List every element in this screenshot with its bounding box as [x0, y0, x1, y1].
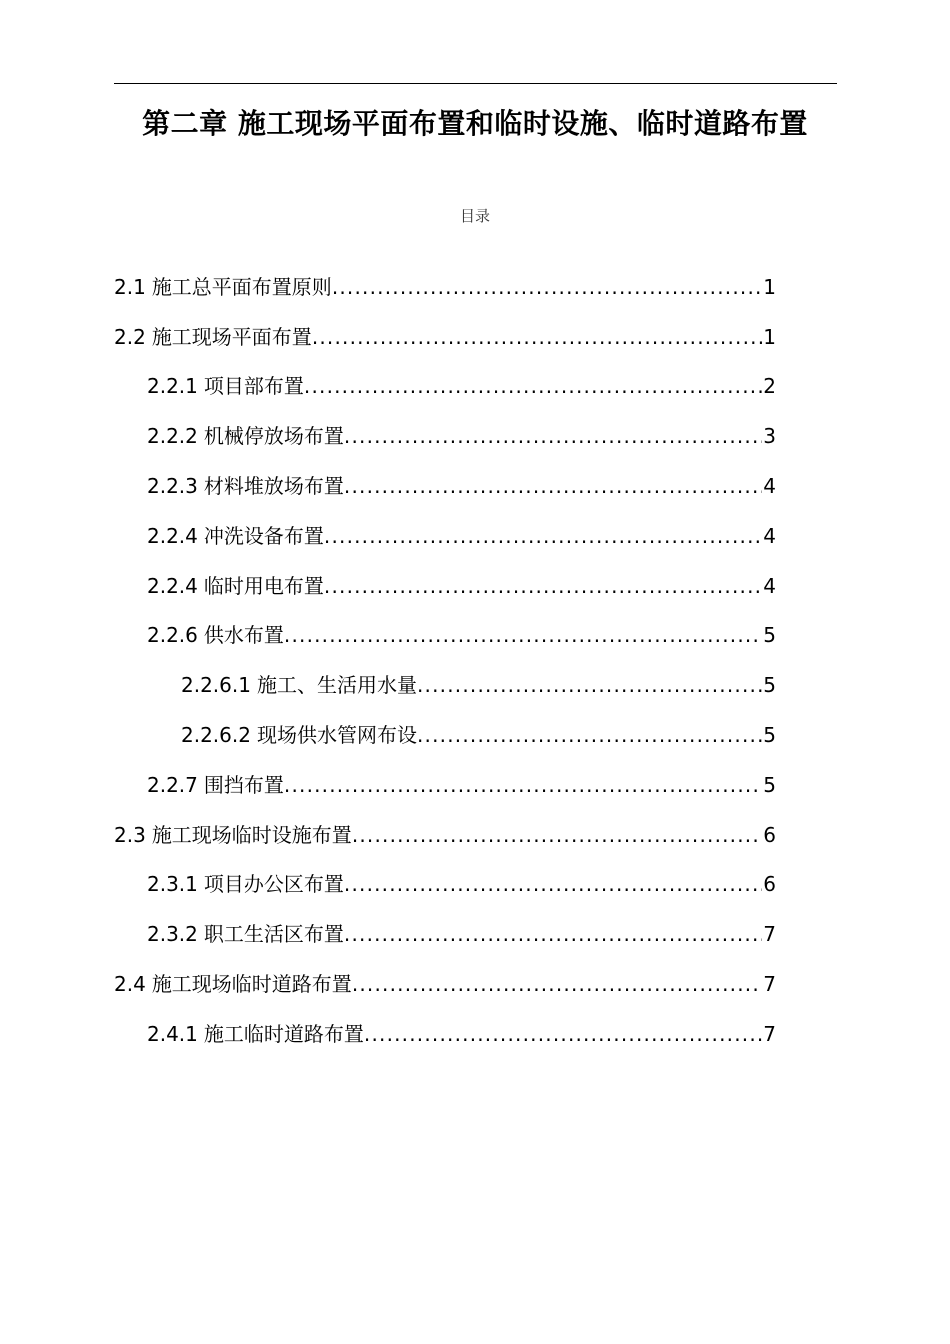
toc-entry-number: 2.3.2 — [147, 922, 198, 947]
toc-entry[interactable] — [114, 909, 776, 959]
toc-dot-leader — [344, 422, 762, 450]
toc-entry[interactable] — [114, 760, 776, 810]
toc-entry-number: 2.4 — [114, 972, 146, 997]
toc-entry-label: 围挡布置 — [203, 772, 284, 797]
toc-entry-number: 2.2.7 — [147, 772, 198, 797]
toc-entry-label: 现场供水管网布设 — [256, 723, 417, 748]
toc-entry-label: 材料堆放场布置 — [203, 474, 344, 499]
toc-entry-page: 5 — [763, 772, 776, 797]
toc-entry[interactable] — [114, 860, 776, 910]
toc-dot-leader — [344, 472, 762, 500]
toc-entry[interactable] — [114, 810, 776, 860]
toc-entry-label: 供水布置 — [203, 623, 284, 648]
toc-entry-number: 2.2.1 — [147, 374, 198, 399]
toc-entry-label: 项目部布置 — [203, 374, 304, 399]
toc-entry-page: 4 — [763, 523, 776, 548]
toc-dot-leader — [284, 771, 762, 799]
toc-entry-page: 4 — [763, 474, 776, 499]
toc-entry-page: 3 — [763, 424, 776, 449]
toc-entry-number: 2.2.4 — [147, 573, 198, 598]
chapter-title: 第二章 施工现场平面布置和临时设施、临时道路布置 — [142, 107, 808, 140]
toc-entry-page: 4 — [763, 573, 776, 598]
toc-entry[interactable] — [114, 611, 776, 661]
toc-dot-leader — [324, 522, 762, 550]
toc-entry-number: 2.2.6.2 — [181, 723, 251, 748]
toc-entry-label: 机械停放场布置 — [203, 424, 344, 449]
toc-entry-label: 施工现场临时设施布置 — [151, 822, 352, 847]
toc-entry-number: 2.3.1 — [147, 872, 198, 897]
toc-entry-page: 7 — [763, 922, 776, 947]
toc-heading: 目录 — [459, 207, 490, 225]
toc-dot-leader — [304, 372, 762, 400]
header-rule — [114, 83, 837, 84]
toc-dot-leader — [332, 273, 762, 301]
toc-entry-label: 施工、生活用水量 — [256, 673, 417, 698]
toc-entry-label: 职工生活区布置 — [203, 922, 344, 947]
toc-entry-number: 2.3 — [114, 822, 146, 847]
toc-entry[interactable] — [114, 660, 776, 710]
toc-entry-label: 项目办公区布置 — [203, 872, 344, 897]
toc-dot-leader — [344, 870, 762, 898]
toc-entry[interactable] — [114, 262, 776, 312]
toc-entry-page: 7 — [763, 1021, 776, 1046]
toc-entry-label: 施工现场临时道路布置 — [151, 972, 352, 997]
toc-entry[interactable] — [114, 312, 776, 362]
toc-entry-number: 2.2.4 — [147, 523, 198, 548]
toc-entry-page: 5 — [763, 723, 776, 748]
toc-entry[interactable] — [114, 362, 776, 412]
toc-entry-label: 临时用电布置 — [203, 573, 324, 598]
toc-entry-label: 施工现场平面布置 — [151, 324, 312, 349]
toc-entry-page: 5 — [763, 623, 776, 648]
toc-entry-number: 2.2.3 — [147, 474, 198, 499]
toc-dot-leader — [417, 721, 762, 749]
toc-entry-label: 冲洗设备布置 — [203, 523, 324, 548]
toc-entry-page: 1 — [763, 324, 776, 349]
toc-entry-page: 6 — [763, 822, 776, 847]
toc-entry-page: 5 — [763, 673, 776, 698]
toc-entry-number: 2.1 — [114, 274, 146, 299]
toc-entry[interactable] — [114, 461, 776, 511]
toc-entry[interactable] — [114, 1009, 776, 1059]
toc-entry-number: 2.2.6.1 — [181, 673, 251, 698]
toc-dot-leader — [344, 920, 762, 948]
toc-entry-page: 1 — [763, 274, 776, 299]
toc-entry-label: 施工总平面布置原则 — [151, 274, 332, 299]
toc-entry-number: 2.2.2 — [147, 424, 198, 449]
toc-entry-number: 2.2.6 — [147, 623, 198, 648]
toc-entry[interactable] — [114, 959, 776, 1009]
toc-dot-leader — [364, 1020, 762, 1048]
toc-entry-number: 2.2 — [114, 324, 146, 349]
toc-dot-leader — [324, 572, 762, 600]
toc-dot-leader — [312, 323, 762, 351]
toc-entry-label: 施工临时道路布置 — [203, 1021, 364, 1046]
toc-dot-leader — [284, 621, 762, 649]
toc-entry[interactable] — [114, 561, 776, 611]
toc-entry[interactable] — [114, 511, 776, 561]
toc-entry-number: 2.4.1 — [147, 1021, 198, 1046]
toc-entry-page: 6 — [763, 872, 776, 897]
toc-entry-page: 2 — [763, 374, 776, 399]
toc-dot-leader — [352, 821, 762, 849]
toc-dot-leader — [352, 970, 762, 998]
toc-entry[interactable] — [114, 710, 776, 760]
toc-entry-page: 7 — [763, 972, 776, 997]
toc-dot-leader — [417, 671, 762, 699]
toc-entry[interactable] — [114, 411, 776, 461]
table-of-contents — [114, 262, 776, 1059]
